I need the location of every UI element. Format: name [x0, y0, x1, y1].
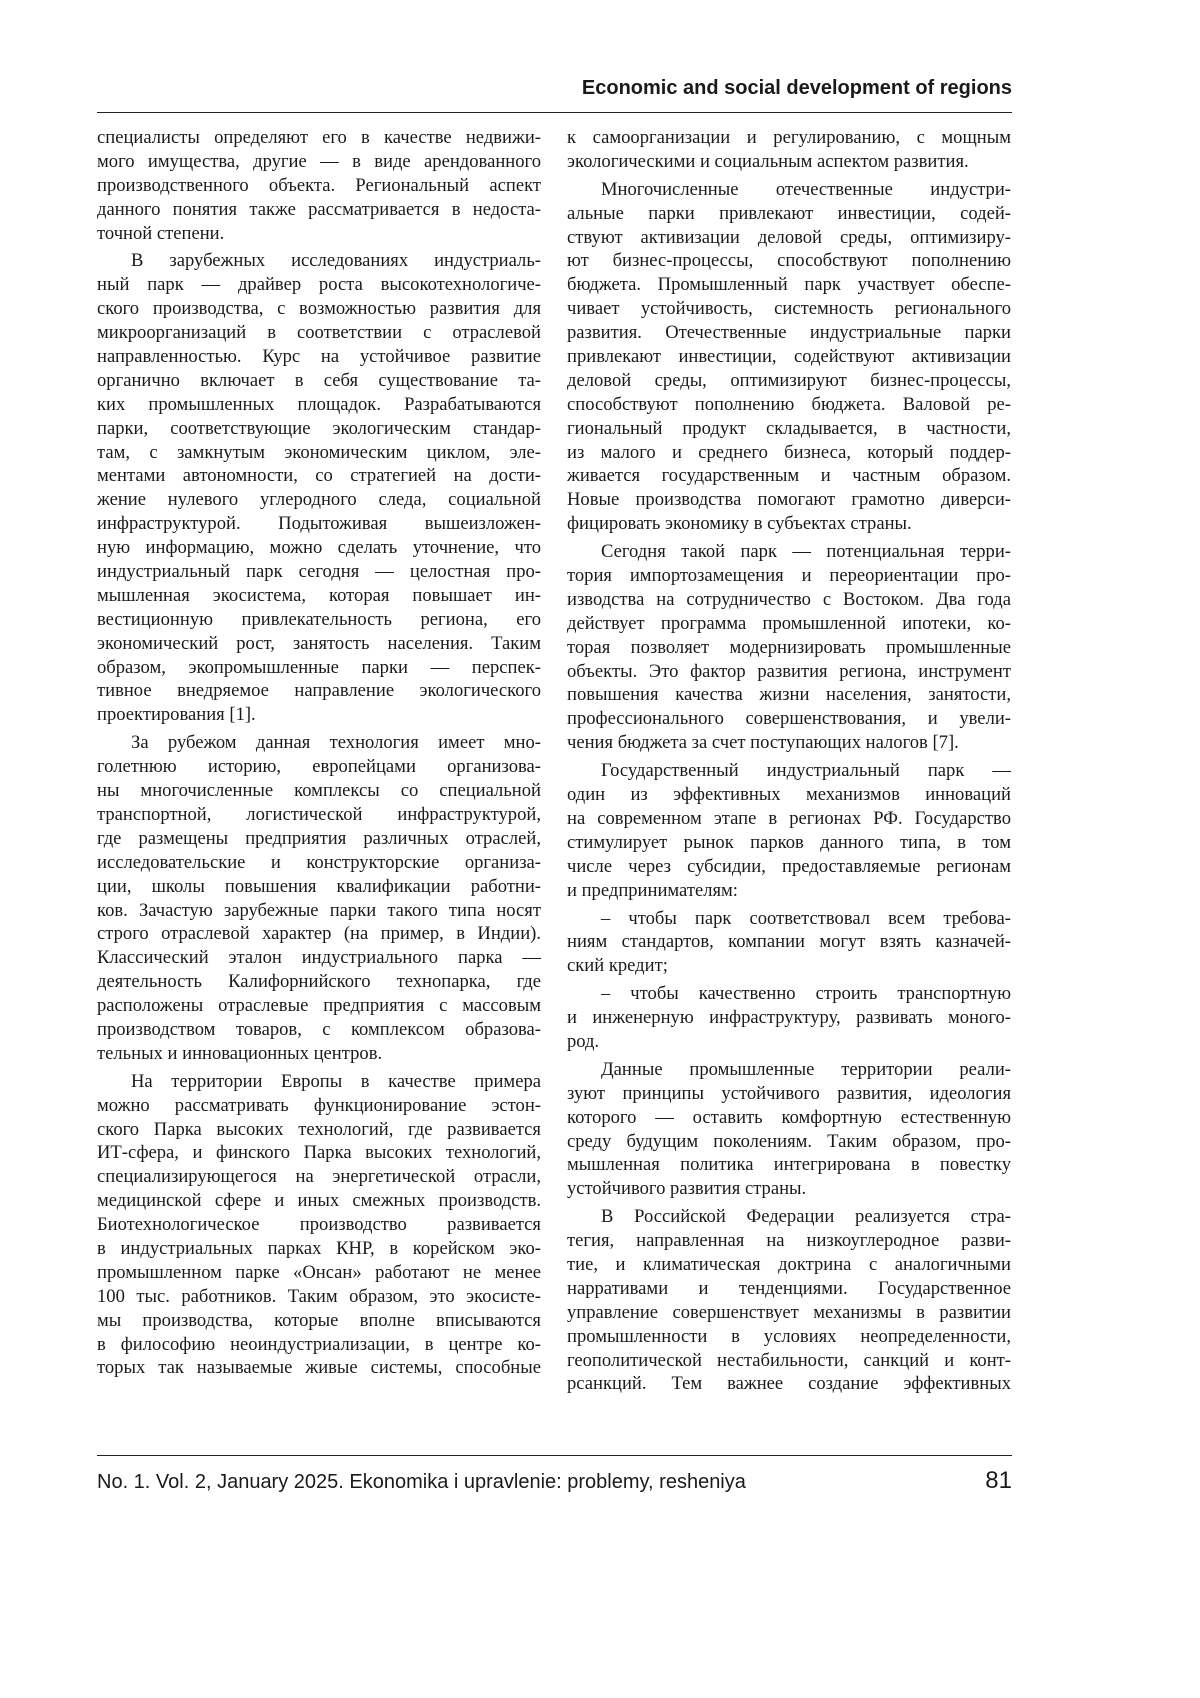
text-line: органично включает в себя существование та-: [97, 369, 541, 393]
text-line: Сегодня такой парк — потенциальная терри-: [567, 540, 1011, 564]
paragraph: [97, 731, 541, 1065]
text-line: которого — оставить комфортную естественную: [567, 1106, 1011, 1130]
text-line: и инженерную инфраструктуру, развивать моного-: [567, 1006, 1011, 1030]
text-line: к самоорганизации и регулированию, с мощным: [567, 126, 1011, 150]
text-line: один из эффективных механизмов инноваций: [567, 783, 1011, 807]
text-line: голетнюю историю, европейцами организова-: [97, 755, 541, 779]
text-line: тория импортозамещения и переориентации про-: [567, 564, 1011, 588]
text-line: деятельность Калифорнийского технопарка, где: [97, 970, 541, 994]
text-line: Классический эталон индустриального парка —: [97, 946, 541, 970]
text-line: живается государственным и частным образом.: [567, 464, 1011, 488]
text-line: в индустриальных парках КНР, в корейском эко-: [97, 1237, 541, 1261]
paragraph: [567, 907, 1011, 979]
paragraph: [97, 249, 541, 727]
text-line: развития. Отечественные индустриальные парки: [567, 321, 1011, 345]
text-line: производством товаров, с комплексом образова-: [97, 1018, 541, 1042]
text-line: ский кредит;: [567, 954, 1011, 978]
text-line: род.: [567, 1030, 1011, 1054]
text-line: индустриальный парк сегодня — целостная про-: [97, 560, 541, 584]
text-line: рсанкций. Тем важнее создание эффективных: [567, 1372, 1011, 1396]
text-line: – чтобы качественно строить транспортную: [567, 982, 1011, 1006]
paragraph: [567, 540, 1011, 755]
text-line: объекты. Это фактор развития региона, инструмент: [567, 660, 1011, 684]
text-line: можно рассматривать функционирование эстон-: [97, 1094, 541, 1118]
text-line: исследовательские и конструкторские организа-: [97, 851, 541, 875]
paragraph: [97, 126, 541, 245]
text-line: устойчивого развития страны.: [567, 1177, 1011, 1201]
text-line: расположены отраслевые предприятия с массовым: [97, 994, 541, 1018]
text-line: где размещены предприятия различных отраслей,: [97, 827, 541, 851]
text-line: медицинской сфере и иных смежных производств.: [97, 1189, 541, 1213]
text-line: ков. Зачастую зарубежные парки такого типа носят: [97, 899, 541, 923]
text-line: торая позволяет модернизировать промышленные: [567, 636, 1011, 660]
text-line: ского производства, с возможностью развития для: [97, 297, 541, 321]
text-line: привлекают инвестиции, содействуют активизации: [567, 345, 1011, 369]
text-line: Многочисленные отечественные индустри-: [567, 178, 1011, 202]
text-line: тельных и инновационных центров.: [97, 1042, 541, 1066]
text-line: изводства на сотрудничество с Востоком. Два года: [567, 588, 1011, 612]
paragraph: [97, 1070, 541, 1381]
text-line: мышленная экосистема, которая повышает ин-: [97, 584, 541, 608]
text-line: торых так называемые живые системы, способные: [97, 1356, 541, 1380]
text-line: Биотехнологическое производство развивается: [97, 1213, 541, 1237]
text-line: ный парк — драйвер роста высокотехнологиче-: [97, 273, 541, 297]
text-line: тивное внедряемое направление экологического: [97, 679, 541, 703]
text-line: способствуют пополнению бюджета. Валовой ре-: [567, 393, 1011, 417]
text-line: транспортной, логистической инфраструктурой,: [97, 803, 541, 827]
paragraph: [567, 126, 1011, 174]
text-line: гиональный продукт складывается, в частности,: [567, 417, 1011, 441]
text-line: ИТ-сфера, и финского Парка высоких технологий,: [97, 1141, 541, 1165]
text-line: на современном этапе в регионах РФ. Государство: [567, 807, 1011, 831]
paragraph: [567, 759, 1011, 902]
text-line: ких промышленных площадок. Разрабатываются: [97, 393, 541, 417]
text-line: чения бюджета за счет поступающих налогов [7].: [567, 731, 1011, 755]
text-line: данного понятия также рассматривается в недоста-: [97, 198, 541, 222]
text-line: точной степени.: [97, 222, 541, 246]
text-line: альные парки привлекают инвестиции, содей-: [567, 202, 1011, 226]
text-line: строго отраслевой характер (на пример, в Индии).: [97, 922, 541, 946]
text-line: специализирующегося на энергетической отрасли,: [97, 1165, 541, 1189]
text-line: В Российской Федерации реализуется стра-: [567, 1205, 1011, 1229]
text-line: ского Парка высоких технологий, где развивается: [97, 1118, 541, 1142]
text-line: деловой среды, оптимизируют бизнес-процессы,: [567, 369, 1011, 393]
text-line: мышленная политика интегрирована в повестку: [567, 1153, 1011, 1177]
text-line: среду будущим поколениям. Таким образом, про-: [567, 1130, 1011, 1154]
text-line: За рубежом данная технология имеет мно-: [97, 731, 541, 755]
text-line: специалисты определяют его в качестве недвижи-: [97, 126, 541, 150]
text-line: зуют принципы устойчивого развития, идеология: [567, 1082, 1011, 1106]
text-line: инфраструктурой. Подытоживая вышеизложен-: [97, 512, 541, 536]
text-line: На территории Европы в качестве примера: [97, 1070, 541, 1094]
text-line: ют бизнес-процессы, способствуют пополнению: [567, 249, 1011, 273]
text-line: нарративами и тенденциями. Государственное: [567, 1277, 1011, 1301]
text-line: ную информацию, можно сделать уточнение, что: [97, 536, 541, 560]
text-line: бюджета. Промышленный парк участвует обеспе-: [567, 273, 1011, 297]
text-line: проектирования [1].: [97, 703, 541, 727]
text-line: стимулирует рынок парков данного типа, в том: [567, 831, 1011, 855]
text-line: микроорганизаций в соответствии с отраслевой: [97, 321, 541, 345]
text-line: числе через субсидии, предоставляемые регионам: [567, 855, 1011, 879]
paragraph: [567, 1205, 1011, 1396]
text-line: промышленности в условиях неопределенности,: [567, 1325, 1011, 1349]
text-line: В зарубежных исследованиях индустриаль-: [97, 249, 541, 273]
text-line: Данные промышленные территории реали-: [567, 1058, 1011, 1082]
running-header: Economic and social development of regions: [582, 77, 1012, 100]
text-line: и предпринимателям:: [567, 879, 1011, 903]
text-line: мого имущества, другие — в виде арендованного: [97, 150, 541, 174]
right-column: [567, 126, 1011, 1400]
paragraph: [567, 1058, 1011, 1201]
text-line: промышленном парке «Онсан» работают не менее: [97, 1261, 541, 1285]
text-line: мы производства, которые вполне вписываются: [97, 1309, 541, 1333]
text-line: из малого и среднего бизнеса, который поддер-: [567, 441, 1011, 465]
text-line: производственного объекта. Региональный аспект: [97, 174, 541, 198]
text-line: Государственный индустриальный парк —: [567, 759, 1011, 783]
text-line: направленностью. Курс на устойчивое развитие: [97, 345, 541, 369]
paragraph: [567, 982, 1011, 1054]
text-line: образом, экопромышленные парки — перспек-: [97, 656, 541, 680]
text-line: Новые производства помогают грамотно диверси-: [567, 488, 1011, 512]
footer-rule: [97, 1455, 1012, 1456]
text-line: парки, соответствующие экологическим стандар-: [97, 417, 541, 441]
text-line: вестиционную привлекательность региона, его: [97, 608, 541, 632]
text-line: ниям стандартов, компании могут взять казначей-: [567, 930, 1011, 954]
text-line: жение нулевого углеродного следа, социальной: [97, 488, 541, 512]
text-line: ны многочисленные комплексы со специальной: [97, 779, 541, 803]
text-line: – чтобы парк соответствовал всем требова-: [567, 907, 1011, 931]
text-line: чивает устойчивость, системность регионального: [567, 297, 1011, 321]
text-line: профессионального совершенствования, и увели-: [567, 707, 1011, 731]
text-line: ции, школы повышения квалификации работни-: [97, 875, 541, 899]
left-column: [97, 126, 541, 1384]
text-line: тие, и климатическая доктрина с аналогичными: [567, 1253, 1011, 1277]
text-line: повышения качества жизни населения, занятости,: [567, 683, 1011, 707]
page-number: 81: [985, 1467, 1012, 1495]
text-line: фицировать экономику в субъектах страны.: [567, 512, 1011, 536]
text-line: геополитической нестабильности, санкций и конт-: [567, 1349, 1011, 1373]
text-line: экологическими и социальным аспектом развития.: [567, 150, 1011, 174]
text-line: там, с замкнутым экономическим циклом, эле-: [97, 441, 541, 465]
text-line: экономический рост, занятость населения. Таким: [97, 632, 541, 656]
text-line: ментами автономности, со стратегией на дости-: [97, 464, 541, 488]
paragraph: [567, 178, 1011, 536]
header-rule: [97, 112, 1012, 113]
text-line: 100 тыс. работников. Таким образом, это экосисте-: [97, 1285, 541, 1309]
text-line: в философию неоиндустриализации, в центре ко-: [97, 1333, 541, 1357]
text-line: действует программа промышленной ипотеки, ко-: [567, 612, 1011, 636]
footer-citation: No. 1. Vol. 2, January 2025. Ekonomika i upravlenie: problemy, resheniya: [97, 1471, 746, 1494]
text-line: управление совершенствует механизмы в развитии: [567, 1301, 1011, 1325]
text-line: ствуют активизации деловой среды, оптимизиру-: [567, 226, 1011, 250]
text-line: тегия, направленная на низкоуглеродное разви-: [567, 1229, 1011, 1253]
